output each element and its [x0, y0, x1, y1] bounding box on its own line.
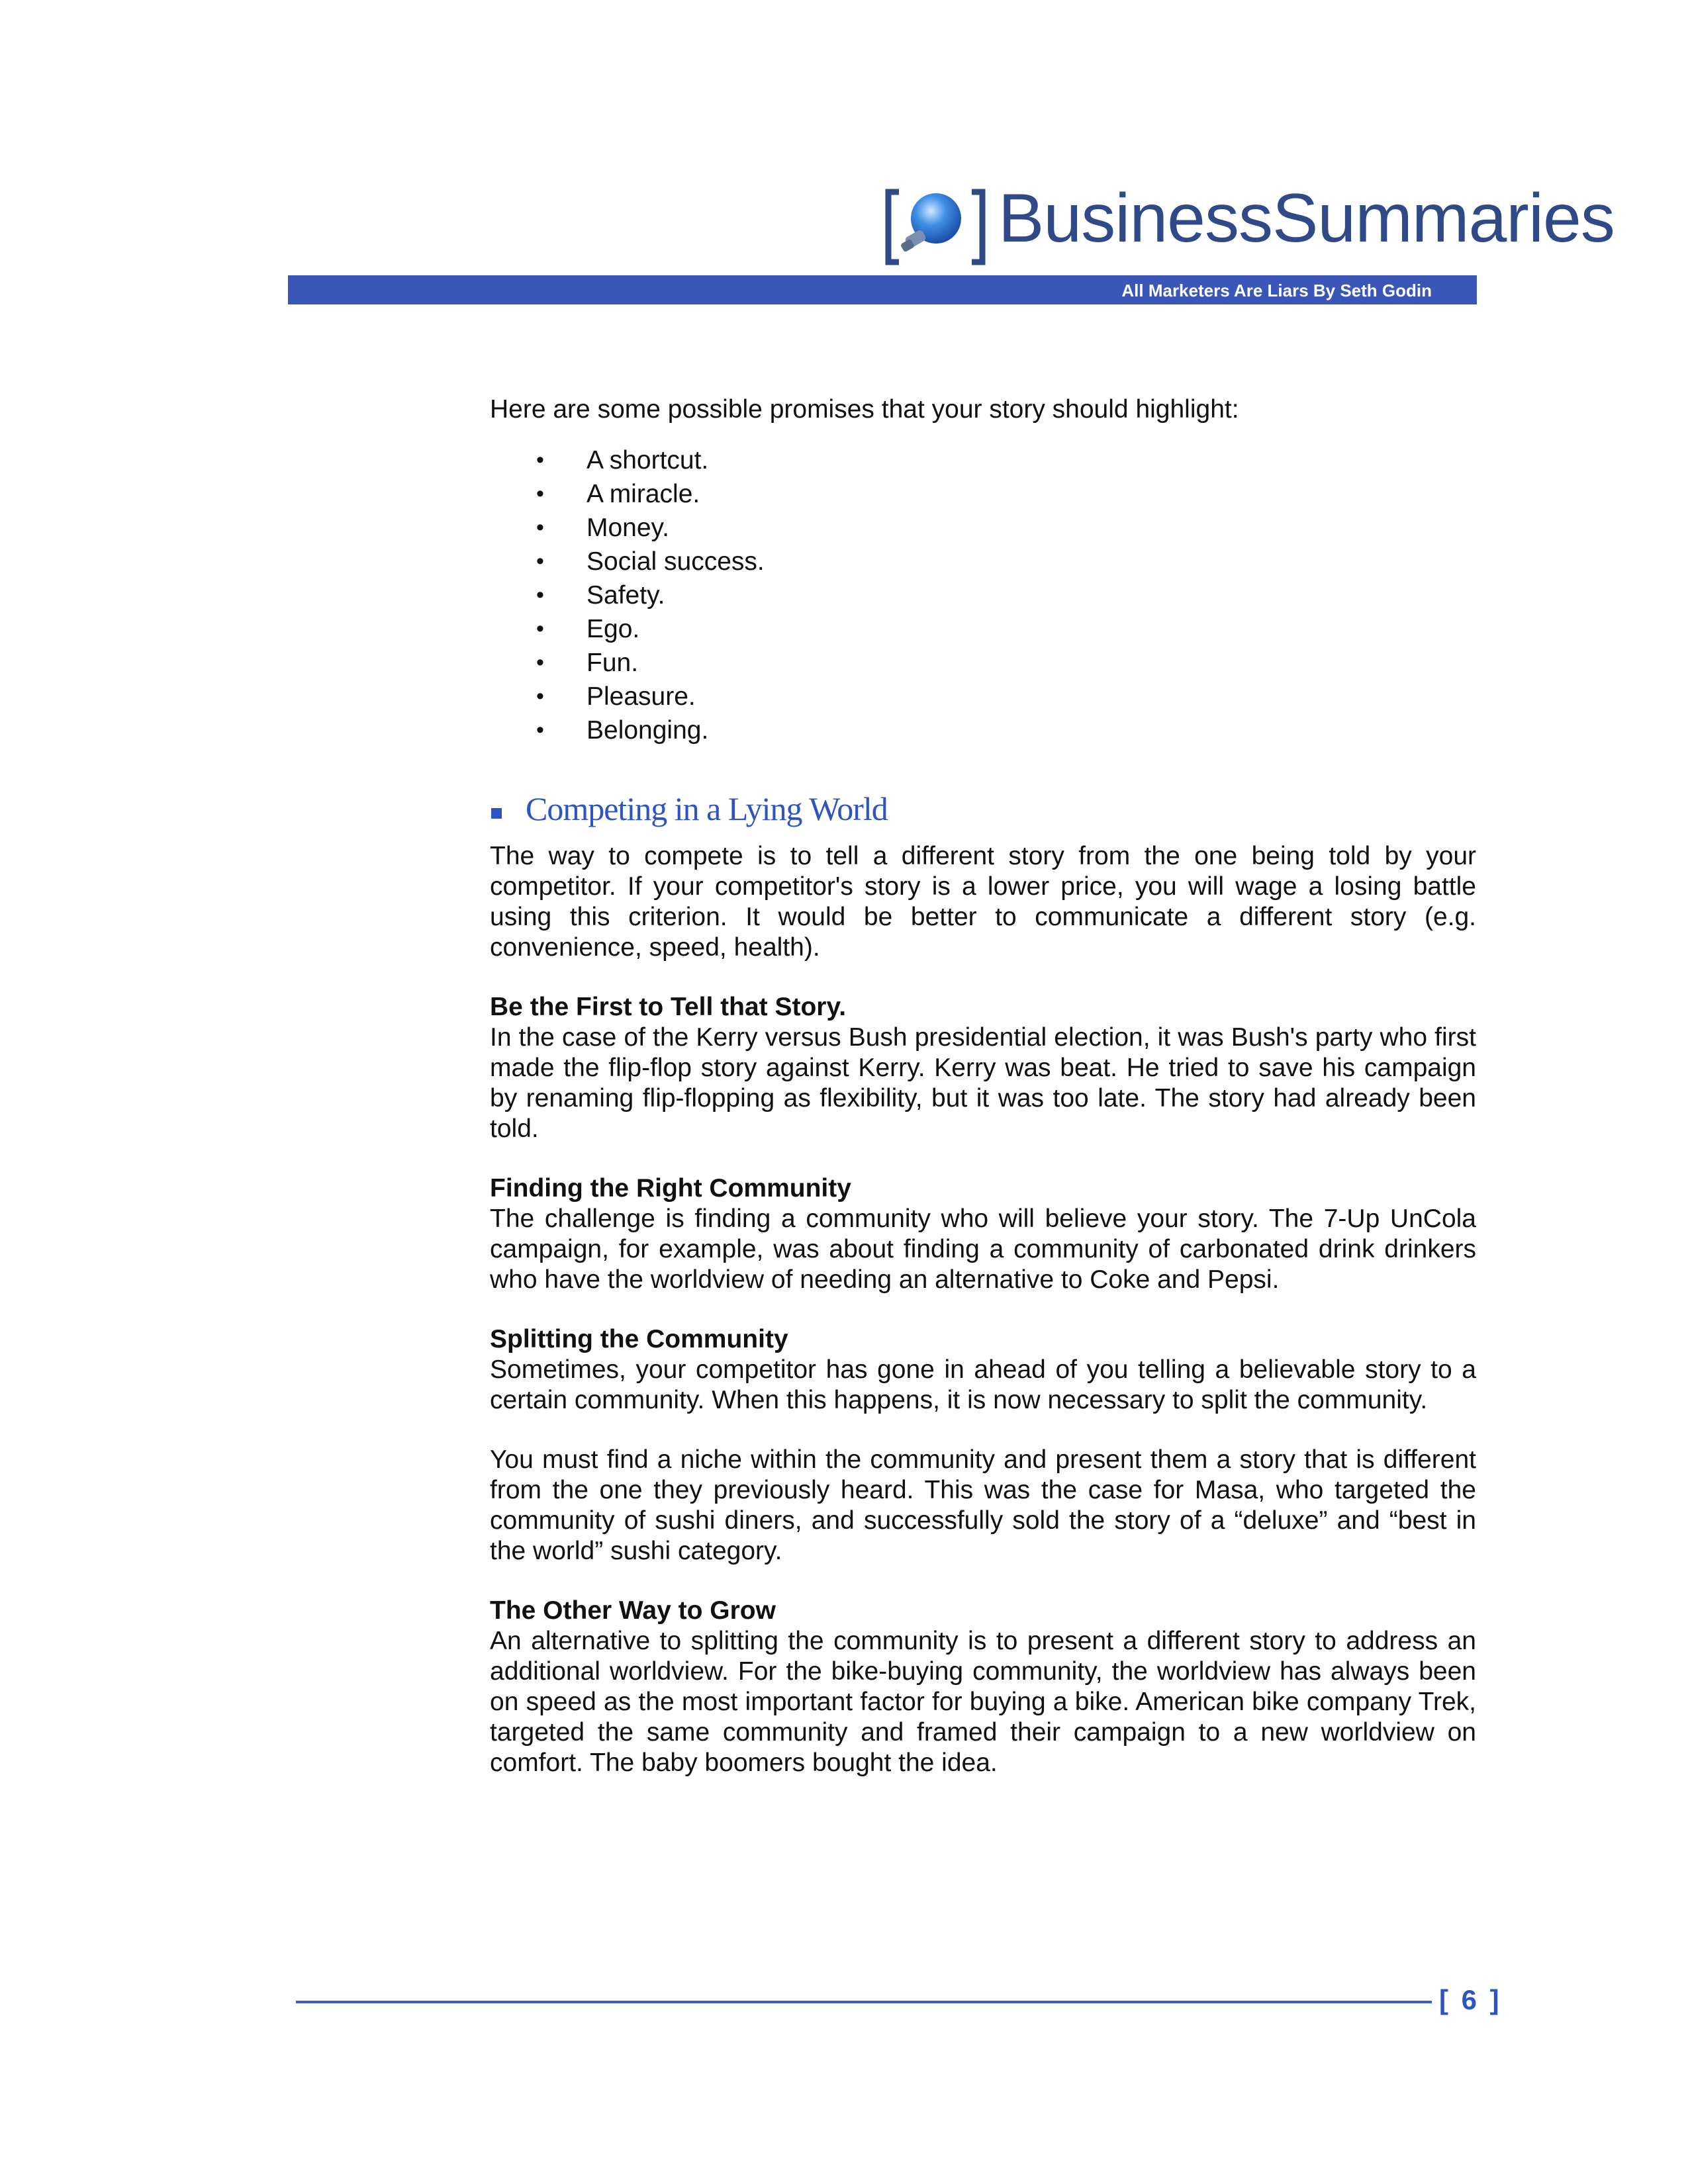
- intro-text: Here are some possible promises that your story should highlight:: [490, 395, 1239, 424]
- list-item: • A shortcut.: [490, 443, 1476, 477]
- bullet-icon: •: [536, 447, 544, 473]
- bullet-icon: •: [536, 650, 544, 675]
- subsection-paragraph: You must find a niche within the community and present them a story that is different from the one they previously heard. This was the case for Masa, who targeted the community of sushi diners, and successfully sold the story of a “deluxe” and “best in the world” sushi category.: [490, 1445, 1476, 1565]
- lightbulb-logo-icon: [879, 177, 992, 270]
- book-title-subtitle: All Marketers Are Liars By Seth Godin: [1121, 281, 1432, 300]
- subsection-heading: Splitting the Community: [490, 1325, 788, 1353]
- bullet-icon: •: [536, 717, 544, 743]
- section-title: Competing in a Lying World: [526, 790, 888, 827]
- bullet-icon: •: [536, 616, 544, 641]
- bullet-icon: •: [536, 515, 544, 540]
- list-item: • A miracle.: [490, 477, 1476, 511]
- page-number: [ 6 ]: [1439, 1984, 1502, 2015]
- header-bar: [288, 275, 1477, 304]
- list-item: • Pleasure.: [490, 680, 1476, 713]
- section-paragraph: The way to compete is to tell a different story from the one being told by your competitor. If your competitor's story is a lower price, you will wage a losing battle using this criterion. It would be better to communicate a different story (e.g. convenience, speed, health).: [490, 842, 1476, 962]
- logo-wordmark: BusinessSummaries: [998, 180, 1615, 257]
- list-item: • Ego.: [490, 612, 1476, 646]
- bullet-icon: •: [536, 549, 544, 574]
- bullet-icon: •: [536, 481, 544, 506]
- subsection-paragraph: Sometimes, your competitor has gone in ahead of you telling a believable story to a certain community. When this happens, it is now necessary to split the community.: [490, 1355, 1476, 1414]
- list-item: • Social success.: [490, 545, 1476, 578]
- list-item: • Fun.: [490, 646, 1476, 680]
- promises-list: [490, 443, 1476, 747]
- subsection-paragraph: An alternative to splitting the community is to present a different story to address an additional worldview. For the bike-buying community, the worldview has always been on speed as the most important factor for buying a bike. American bike company Trek, targeted the same community and framed their campaign to a new worldview on comfort. The baby boomers bought the idea.: [490, 1627, 1476, 1777]
- square-bullet-icon: [491, 808, 502, 819]
- list-item: • Belonging.: [490, 713, 1476, 747]
- page-content: [490, 394, 1476, 1778]
- bullet-icon: •: [536, 582, 544, 608]
- list-item: • Money.: [490, 511, 1476, 545]
- subsection-heading: Be the First to Tell that Story.: [490, 993, 847, 1021]
- subsection-paragraph: In the case of the Kerry versus Bush presidential election, it was Bush's party who first made the flip-flop story against Kerry. Kerry was beat. He tried to save his campaign by renaming flip-flopping as flexibility, but it was too late. The story had already been told.: [490, 1023, 1476, 1143]
- section-heading: [490, 790, 1476, 833]
- bullet-icon: •: [536, 684, 544, 709]
- subsection-paragraph: The challenge is finding a community who will believe your story. The 7-Up UnCola campaign, for example, was about finding a community of carbonated drink drinkers who have the worldview of needing an alternative to Coke and Pepsi.: [490, 1205, 1476, 1294]
- footer-divider: [296, 2001, 1432, 2003]
- subsection-heading: The Other Way to Grow: [490, 1596, 776, 1625]
- subsection-heading: Finding the Right Community: [490, 1174, 851, 1203]
- list-item: • Safety.: [490, 578, 1476, 612]
- business-summaries-logo: [879, 177, 1615, 270]
